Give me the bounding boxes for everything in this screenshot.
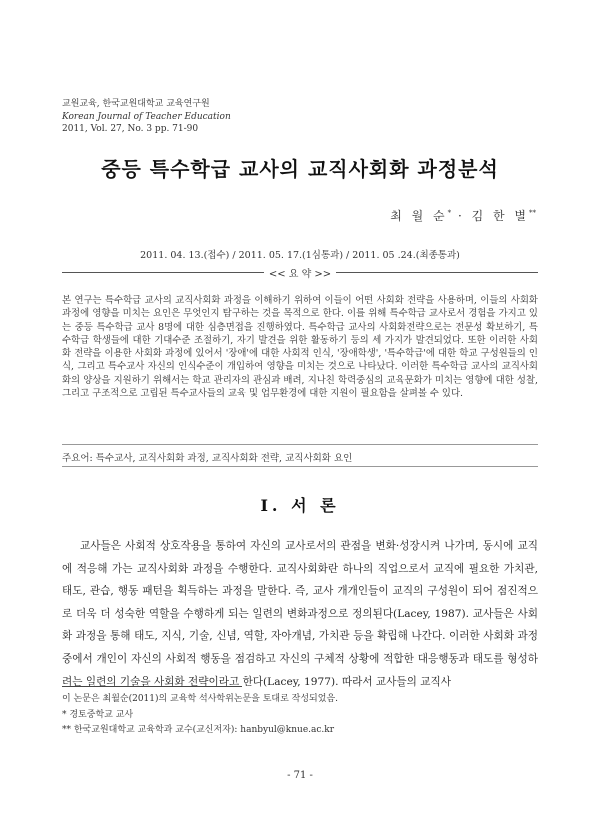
author-name: 김 한 별 <box>471 209 529 223</box>
divider <box>62 466 538 467</box>
page-number: - 71 - <box>287 770 313 781</box>
author-mark: * <box>447 209 452 217</box>
section-heading: Ⅰ. 서 론 <box>260 496 340 515</box>
abstract-heading <box>62 265 538 279</box>
divider <box>336 272 538 273</box>
journal-name-korean: 교원교육, 한국교원대학교 교육연구원 <box>62 99 210 109</box>
paper-title: 중등 특수학급 교사의 교직사회화 과정분석 <box>101 157 499 181</box>
footnotes <box>62 692 338 739</box>
footnote: * 경토중학교 교사 <box>62 709 134 720</box>
abstract-text: 본 연구는 특수학급 교사의 교직사회화 과정을 이해하기 위하여 이들이 어떤 사회화 전략을 사용하며, 이들의 사회화 과정에 영향을 미치는 요인은 무엇인지 탐구하는 것을 목적으로 한다. 이를 위해 특수학급 교사로서 경험을 가지고 있는 중등 특수학급 교사 8명에 대한 심층면접을 진행하였다. 특수학급 교사의 사회화전략으로는 전문성 확보하기, 특수학급 학생들에 대한 기대수준 조절하기, 자기 발견을 위한 활동하기 등의 세 가지가 발견되었다. 또한 이러한 사회화 전략을 이용한 사회화 과정에 있어서 '장애'에 대한 사회적 인식, '장애학생', '특수학급'에 대한 학교 구성원들의 인식, 그리고 특수교사 자신의 인식수준이 개입하여 영향을 미치는 것으로 나타났다. 이러한 특수학급 교사의 교직사회화의 양상을 지원하기 위해서는 학교 관리자의 관심과 배려, 지나친 학력중심의 교육문화가 미치는 영향에 대한 성찰, 그리고 구조적으로 고립된 특수교사들의 교육 및 업무환경에 대한 지원이 필요함을 살펴볼 수 있다. <box>62 295 538 400</box>
footnote-rule <box>62 686 242 687</box>
footnote: 이 논문은 최월순(2011)의 교육학 석사학위논문을 토대로 작성되었음. <box>62 694 338 704</box>
author-mark: ** <box>529 209 536 217</box>
footnote: ** 한국교원대학교 교육학과 교수(교신저자): hanbyul@knue.ac.kr <box>62 725 335 736</box>
journal-volume: 2011, Vol. 27, No. 3 pp. 71-90 <box>62 124 199 134</box>
body-paragraph: 교사들은 사회적 상호작용을 통하여 자신의 교사로서의 관점을 변화·성장시켜 나가며, 동시에 교직에 적응해 가는 교직사회화 과정을 수행한다. 교직사회화란 하나의 직업으로서 교직에 필요한 가치관, 태도, 관습, 행동 패턴을 획득하는 과정을 말한다. 즉, 교사 개개인들이 교직의 구성원이 되어 점진적으로 더욱 더 성숙한 역할을 수행하게 되는 일련의 변화과정으로 정의된다(Lacey, 1987). 교사들은 사회화 과정을 통해 태도, 지식, 기술, 신념, 역할, 자아개념, 가치관 등을 확립해 나간다. 이러한 사회화 과정 중에서 개인이 자신의 사회적 행동을 점검하고 자신의 구체적 상황에 적합한 대응행동과 태도를 형성하려는 일련의 기술을 사회화 전략이라고 한다(Lacey, 1977). 따라서 교사들의 교직사 <box>62 540 538 688</box>
review-dates: 2011. 04. 13.(접수) / 2011. 05. 17.(1심통과) / 2011. 05 .24.(최종통과) <box>140 250 460 261</box>
author-name: 최 월 순 <box>390 209 448 223</box>
author-line <box>390 207 536 224</box>
abstract-heading-label: << 요 약 >> <box>268 269 332 280</box>
author-separator: · <box>451 209 472 223</box>
keywords: 주요어: 특수교사, 교직사회화 과정, 교직사회화 전략, 교직사회화 요인 <box>62 453 353 464</box>
journal-name-english: Korean Journal of Teacher Education <box>62 111 231 122</box>
journal-info <box>62 98 231 136</box>
divider <box>62 444 538 445</box>
